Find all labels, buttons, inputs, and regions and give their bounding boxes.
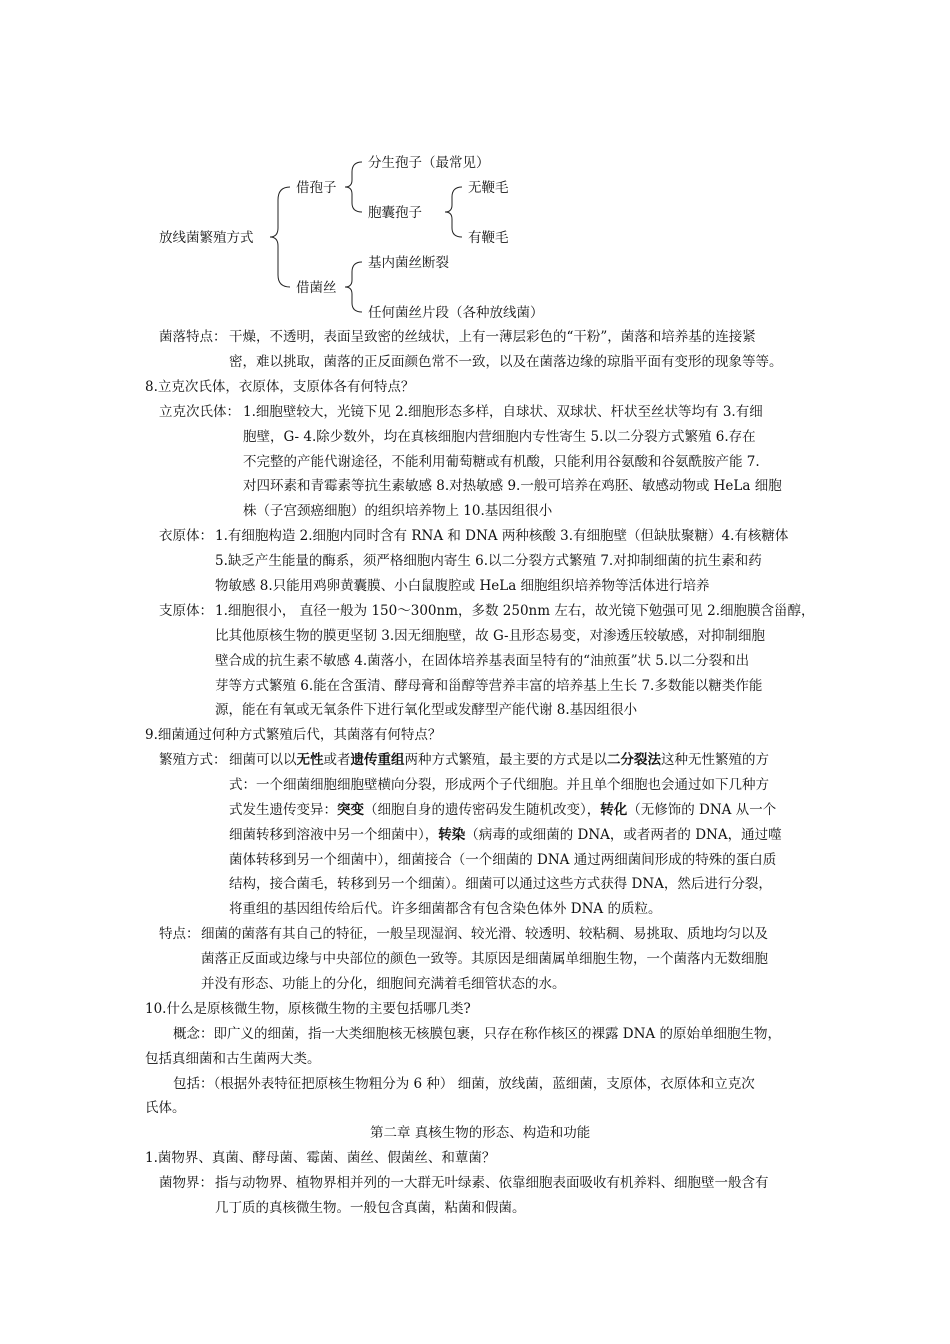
rickettsia-line: 胞壁，G- 4.除少数外，均在真核细胞内营细胞内专性寄生 5.以二分裂方式繁殖 6.存在 [243,429,756,445]
reproduction-line-3: 式发生遗传变异：突变（细胞自身的遗传密码发生随机改变），转化（无修饰的 DNA 从一个 [229,802,777,818]
reproduction-line-4: 细菌转移到溶液中另一个细菌中），转染（病毒的或细菌的 DNA，或者两者的 DNA，通过噬 [229,827,782,843]
tree-leaf-substrate-hyphae: 基内菌丝断裂 [368,255,449,271]
q10-title: 10.什么是原核微生物，原核微生物的主要包括哪几类? [145,1001,471,1017]
sporangium-brace [445,187,462,237]
fungi-line-1: 指与动物界、植物界相并列的一大群无叶绿素、依靠细胞表面吸收有机养料、细胞壁一般含有 [215,1175,769,1191]
q9-title: 9.细菌通过何种方式繁殖后代，其菌落有何特点？ [145,727,442,743]
tree-branch-spore: 借孢子 [296,180,337,196]
concept-line-2: 包括真细菌和古生菌两大类。 [145,1051,321,1067]
term-asexual: 无性 [296,752,324,768]
root-brace [270,187,290,287]
rickettsia-line: 1.细胞壁较大，光镜下见 2.细胞形态多样，自球状、双球状、杆状至丝状等均有 3.有细 [243,404,763,420]
tree-leaf-sporangiospore: 胞囊孢子 [368,205,422,221]
feature-label: 特点： [159,926,200,942]
chlamydia-label: 衣原体： [159,528,213,544]
feature-line: 细菌的菌落有其自己的特征，一般呈现湿润、较光滑、较透明、较粘稠、易挑取、质地均匀以及 [201,926,768,942]
reproduction-line-5: 菌体转移到另一个细菌中），细菌接合（一个细菌的 DNA 通过两细菌间形成的特殊的蛋白质 [229,852,777,868]
term-transfection: 转染 [438,827,466,843]
rickettsia-line: 株（子宫颈癌细胞）的组织培养物上 10.基因组很小 [243,503,553,519]
tree-sub-no-flagella: 无鞭毛 [468,180,509,196]
mycoplasma-label: 支原体： [159,603,213,619]
mycoplasma-line: 源，能在有氧或无氧条件下进行氧化型或发酵型产能代谢 8.基因组很小 [215,702,638,718]
hyphae-brace [345,262,362,312]
tree-sub-flagella: 有鞭毛 [468,230,509,246]
term-transformation: 转化 [600,802,628,818]
reproduction-label: 繁殖方式： [159,752,227,768]
tree-leaf-any-fragment: 任何菌丝片段（各种放线菌） [368,305,544,321]
q8-title: 8.立克次氏体，衣原体，支原体各有何特点？ [145,379,415,395]
concept-line-1: 概念：即广义的细菌，指一大类细胞核无核膜包裹，只存在称作核区的裸露 DNA 的原始单细胞生物， [173,1026,781,1042]
tree-branch-hyphae: 借菌丝 [296,280,337,296]
feature-line: 并没有形态、功能上的分化，细胞间充满着毛细管状态的水。 [201,976,566,992]
tree-leaf-conidia: 分生孢子（最常见） [368,155,490,171]
mycoplasma-line: 比其他原核生物的膜更坚韧 3.因无细胞壁，故 G-且形态易变，对渗透压较敏感，对抑制细胞 [215,628,766,644]
chapter-title: 第二章 真核生物的形态、构造和功能 [370,1125,591,1141]
colony-line-2: 密，难以挑取，菌落的正反面颜色常不一致，以及在菌落边缘的琼脂平面有变形的现象等等。 [229,354,783,370]
mycoplasma-line: 1.细胞很小， 直径一般为 150～300nm，多数 250nm 左右，故光镜下勉强可见 2.细胞膜含甾醇， [215,603,815,619]
term-recombination: 遗传重组 [350,752,405,768]
tree-root: 放线菌繁殖方式 [159,230,254,246]
mycoplasma-line: 芽等方式繁殖 6.能在含蛋清、酵母膏和甾醇等营养丰富的培养基上生长 7.多数能以糖类作能 [215,678,763,694]
rickettsia-line: 不完整的产能代谢途径，不能利用葡萄糖或有机酸，只能利用谷氨酸和谷氨酰胺产能 7. [243,454,760,470]
mycoplasma-line: 壁合成的抗生素不敏感 4.菌落小，在固体培养基表面呈特有的“油煎蛋”状 5.以二分裂和出 [215,653,750,669]
fungi-label: 菌物界： [159,1175,213,1191]
include-line-2: 氏体。 [145,1100,186,1116]
colony-line-1: 干燥，不透明，表面呈致密的丝绒状，上有一薄层彩色的“干粉”，菌落和培养基的连接紧 [229,329,756,345]
reproduction-line-1: 细菌可以以无性或者遗传重组两种方式繁殖，最主要的方式是以二分裂法这种无性繁殖的方 [229,752,769,768]
reproduction-line-7: 将重组的基因组传给后代。许多细菌都含有包含染色体外 DNA 的质粒。 [229,901,662,917]
ch2-q1-title: 1.菌物界、真菌、酵母菌、霉菌、菌丝、假菌丝、和蕈菌？ [145,1150,496,1166]
spore-brace [345,162,362,212]
reproduction-line-2: 式：一个细菌细胞细胞壁横向分裂，形成两个子代细胞。并且单个细胞也会通过如下几种方 [229,777,769,793]
term-mutation: 突变 [337,802,364,818]
fungi-line-2: 几丁质的真核微生物。一般包含真菌，粘菌和假菌。 [215,1200,526,1216]
chlamydia-line: 1.有细胞构造 2.细胞内同时含有 RNA 和 DNA 两种核酸 3.有细胞壁（但缺肽聚糖）4.有核糖体 [215,528,789,544]
feature-line: 菌落正反面或边缘与中央部位的颜色一致等。其原因是细菌属单细胞生物，一个菌落内无数细胞 [201,951,768,967]
term-binary-fission: 二分裂法 [607,752,661,768]
colony-label: 菌落特点： [159,329,227,345]
rickettsia-label: 立克次氏体： [159,404,240,420]
include-line-1: 包括：（根据外表特征把原核生物粗分为 6 种） 细菌，放线菌，蓝细菌，支原体，衣原体和立克次 [173,1076,755,1092]
rickettsia-line: 对四环素和青霉素等抗生素敏感 8.对热敏感 9.一般可培养在鸡胚、敏感动物或 HeLa 细胞 [243,478,782,494]
chlamydia-line: 5.缺乏产生能量的酶系，须严格细胞内寄生 6.以二分裂方式繁殖 7.对抑制细菌的抗生素和药 [215,553,762,569]
chlamydia-line: 物敏感 8.只能用鸡卵黄囊膜、小白鼠腹腔或 HeLa 细胞组织培养物等活体进行培养 [215,578,710,594]
reproduction-line-6: 结构，接合菌毛，转移到另一个细菌）。细菌可以通过这些方式获得 DNA，然后进行分裂， [229,876,772,892]
